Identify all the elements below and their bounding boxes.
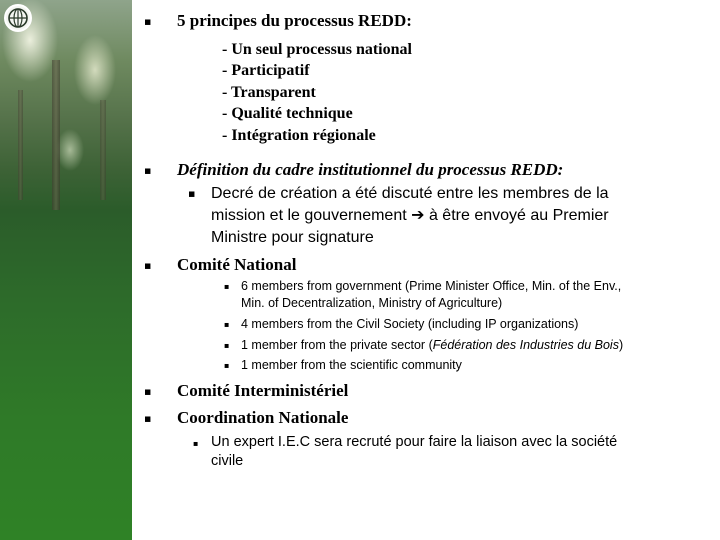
square-bullet-icon: ▪ <box>188 187 196 200</box>
federation-name: Fédération des Industries du Bois <box>432 338 619 352</box>
square-bullet-icon: ▪ <box>144 259 152 272</box>
square-bullet-icon: ▪ <box>224 320 230 329</box>
section-title-coordination: Coordination Nationale <box>177 408 349 427</box>
square-bullet-icon: ▪ <box>193 439 199 448</box>
square-bullet-icon: ▪ <box>144 15 152 28</box>
member-item-line: Min. of Decentralization, Ministry of Agriculture) <box>241 296 503 310</box>
square-bullet-icon: ▪ <box>144 412 152 425</box>
member-item-line: 4 members from the Civil Society (including IP organizations) <box>241 317 579 331</box>
section-title-principes: 5 principes du processus REDD: <box>177 11 412 30</box>
member-text-part: ) <box>618 338 624 352</box>
section-title-comite-national: Comité National <box>177 255 297 274</box>
principle-item: - Qualité technique <box>222 105 353 122</box>
member-item-line: 6 members from government (Prime Minister Office, Min. of the Env., <box>241 279 622 293</box>
square-bullet-icon: ▪ <box>144 385 152 398</box>
section-title-cadre: Définition du cadre institutionnel du processus REDD: <box>177 160 564 179</box>
square-bullet-icon: ▪ <box>224 361 230 370</box>
section-title-comite-interministeriel: Comité Interministériel <box>177 381 349 400</box>
decree-text-line: Decré de création a été discuté entre les membres de la <box>211 185 609 202</box>
principle-item: - Intégration régionale <box>222 127 376 144</box>
square-bullet-icon: ▪ <box>224 282 230 291</box>
member-text-part: 1 member from the private sector ( <box>241 338 433 352</box>
principle-item: - Transparent <box>222 84 316 101</box>
principle-item: - Un seul processus national <box>222 41 412 58</box>
decree-text-part: mission et le gouvernement <box>211 207 407 224</box>
member-item-line <box>241 335 623 356</box>
square-bullet-icon: ▪ <box>144 164 152 177</box>
arrow-right-icon: ➔ <box>411 207 425 224</box>
decree-text-part: à être envoyé au Premier <box>424 207 609 224</box>
member-item-line: 1 member from the scientific community <box>241 358 462 372</box>
principle-item: - Participatif <box>222 62 310 79</box>
square-bullet-icon: ▪ <box>224 341 230 350</box>
decree-text-line <box>211 205 609 227</box>
decree-text-line: Ministre pour signature <box>211 229 374 246</box>
coordination-text-line: civile <box>211 453 244 469</box>
coordination-text-line: Un expert I.E.C sera recruté pour faire la liaison avec la société <box>211 434 618 450</box>
